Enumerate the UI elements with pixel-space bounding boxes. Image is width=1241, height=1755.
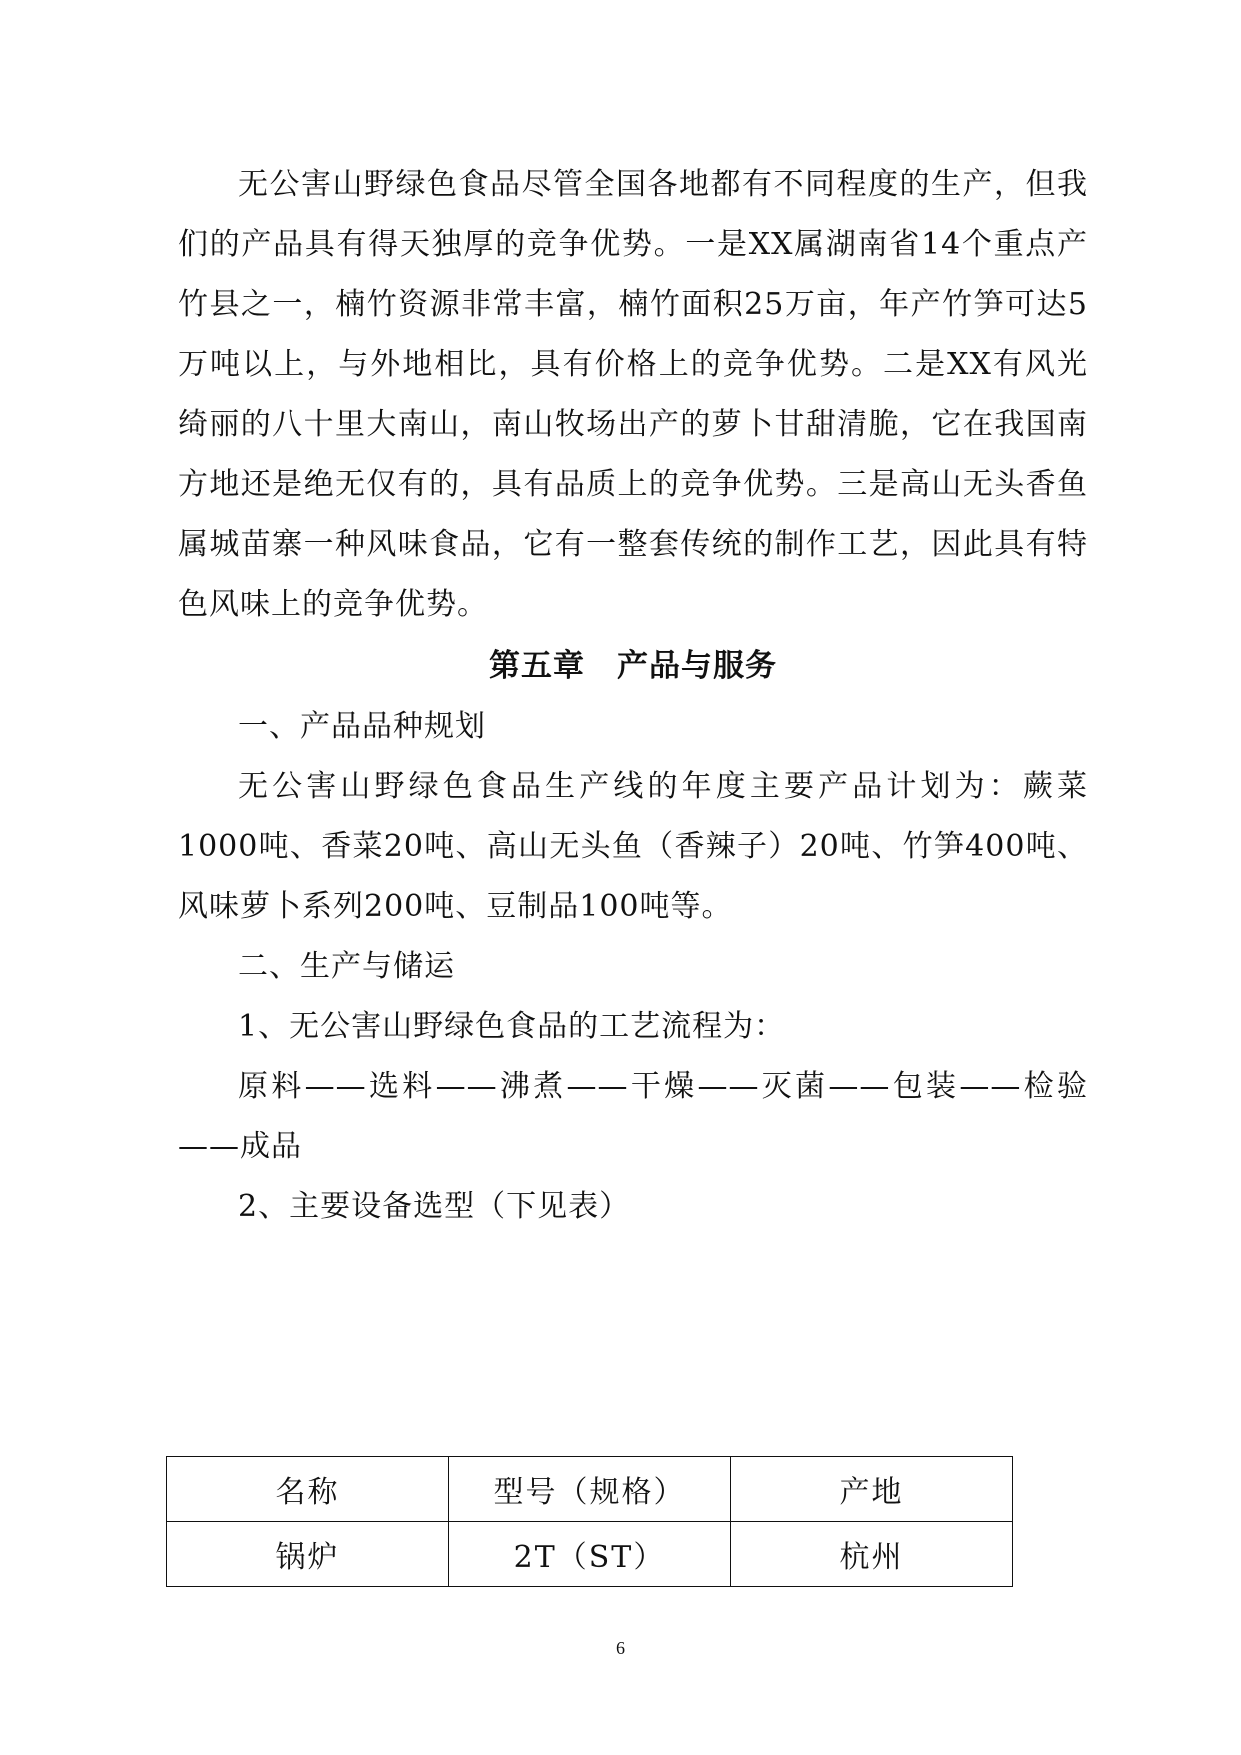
- list-item-process-flow-label: 1、无公害山野绿色食品的工艺流程为：: [238, 1009, 786, 1044]
- table-cell: 杭州: [731, 1522, 1013, 1587]
- table-cell: 2T（ST）: [449, 1522, 731, 1587]
- section-heading-product-plan: 一、产品品种规划: [238, 709, 486, 744]
- paragraph-product-plan: 无公害山野绿色食品生产线的年度主要产品计划为：蕨菜1000吨、香菜20吨、高山无头鱼（香辣子）20吨、竹笋400吨、风味萝卜系列200吨、豆制品100吨等。: [178, 769, 1088, 924]
- list-item-equipment-label: 2、主要设备选型（下见表）: [238, 1189, 631, 1224]
- equipment-table: [166, 1456, 1013, 1587]
- equipment-table-wrapper: [166, 1456, 1013, 1587]
- chapter-title: 第五章 产品与服务: [489, 648, 777, 684]
- table-header-row: [167, 1457, 1013, 1522]
- section-heading-production: 二、生产与储运: [238, 949, 455, 984]
- table-header-cell: 名称: [167, 1457, 449, 1522]
- table-row: [167, 1522, 1013, 1587]
- table-header-cell: 型号（规格）: [449, 1457, 731, 1522]
- page-number: 6: [616, 1638, 625, 1658]
- document-body: [178, 155, 1088, 1237]
- table-header-cell: 产地: [731, 1457, 1013, 1522]
- paragraph-competitive-advantage: 无公害山野绿色食品尽管全国各地都有不同程度的生产，但我们的产品具有得天独厚的竞争优势。一是XX属湖南省14个重点产竹县之一，楠竹资源非常丰富，楠竹面积25万亩，年产竹笋可达5万吨以上，与外地相比，具有价格上的竞争优势。二是XX有风光绮丽的八十里大南山，南山牧场出产的萝卜甘甜清脆，它在我国南方地还是绝无仅有的，具有品质上的竞争优势。三是高山无头香鱼属城苗寨一种风味食品，它有一整套传统的制作工艺，因此具有特色风味上的竞争优势。: [178, 167, 1088, 622]
- table-cell: 锅炉: [167, 1522, 449, 1587]
- paragraph-process-flow: 原料——选料——沸煮——干燥——灭菌——包装——检验——成品: [178, 1069, 1088, 1164]
